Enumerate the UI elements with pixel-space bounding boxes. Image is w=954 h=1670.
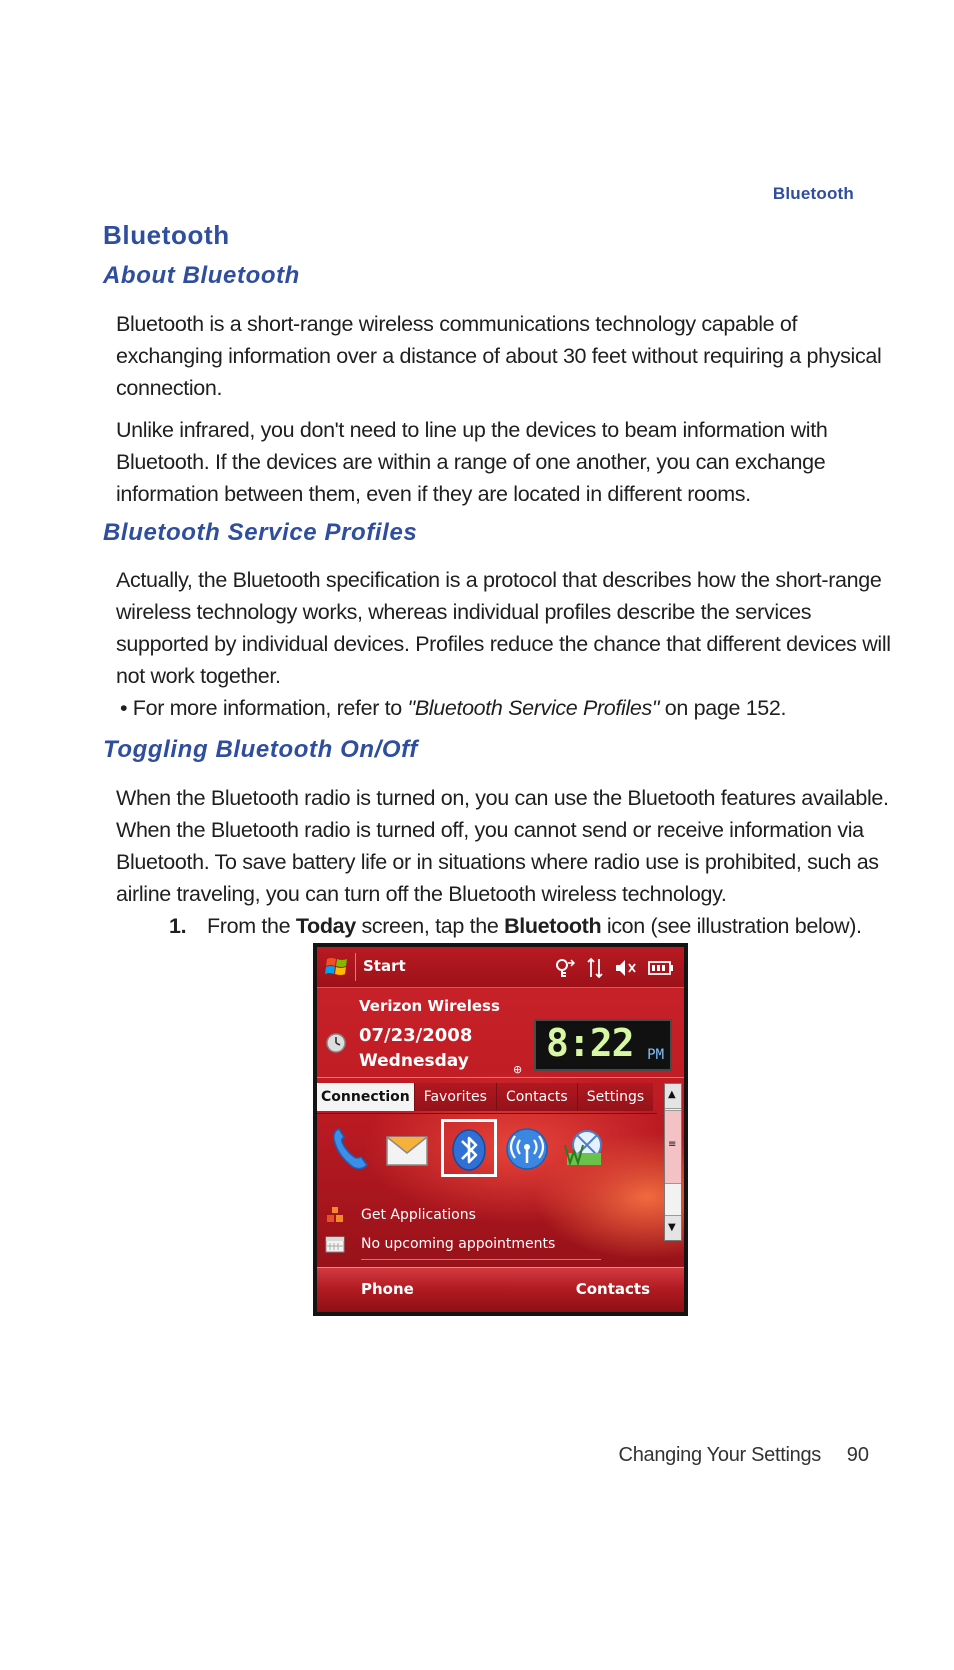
start-separator [355, 953, 356, 981]
list-item-get-applications[interactable] [325, 1203, 476, 1227]
scroll-up-button[interactable] [665, 1084, 681, 1109]
signal-arrows-icon[interactable] [586, 957, 604, 979]
bullet-prefix: • For more information, refer to [120, 696, 408, 720]
connection-icons [317, 1119, 657, 1181]
clock-icon [325, 1032, 347, 1054]
softkey-phone[interactable]: Phone [361, 1280, 414, 1298]
get-applications-label: Get Applications [361, 1207, 476, 1223]
list-item-appointments[interactable] [325, 1232, 555, 1256]
messaging-icon[interactable] [381, 1123, 433, 1175]
date-text[interactable]: 07/23/2008 [359, 1025, 473, 1046]
scroll-thumb[interactable] [665, 1110, 681, 1184]
bluetooth-icon[interactable] [443, 1123, 495, 1175]
battery-icon[interactable] [648, 959, 674, 977]
step-number: 1. [169, 914, 187, 938]
speaker-muted-icon[interactable] [614, 957, 638, 979]
toggling-paragraph: When the Bluetooth radio is turned on, you can use the Bluetooth features available. When the Bluetooth radio is turned off, you cannot send or receive information via Bluetooth. To save battery life or in situations where radio use is prohibited, such as airline traveling, you can turn off the Bluetooth wireless technology. [116, 786, 889, 906]
bullet-reference-link[interactable]: "Bluetooth Service Profiles" [407, 696, 660, 720]
tab-favorites[interactable]: Favorites [414, 1083, 496, 1111]
step-text-e: icon (see illustration below). [601, 914, 862, 938]
windows-flag-icon[interactable] [325, 955, 349, 979]
tab-settings[interactable]: Settings [577, 1083, 653, 1111]
grip-icon: ≡ [668, 1139, 677, 1150]
tab-bar [317, 1083, 653, 1113]
heading-toggling: Toggling Bluetooth On/Off [103, 736, 418, 763]
connectivity-icon[interactable] [554, 957, 576, 979]
about-paragraph-2: Unlike infrared, you don't need to line up the devices to beam information with Bluetooth. If the devices are within a range of one another, you can exchange information between them, even if they are located in different rooms. [116, 418, 828, 506]
today-screen [317, 947, 684, 1312]
phone-icon[interactable] [325, 1123, 377, 1175]
arrow-up-icon: ▲ [668, 1089, 676, 1100]
arrow-down-icon: ▼ [668, 1222, 676, 1233]
tab-underline [317, 1113, 657, 1114]
alarm-indicator-icon: ⊕ [513, 1063, 523, 1076]
divider [317, 1077, 684, 1078]
tab-connection[interactable]: Connection [317, 1083, 414, 1111]
appointments-underline [361, 1259, 601, 1260]
carrier-name[interactable]: Verizon Wireless [359, 997, 500, 1015]
about-paragraph-1: Bluetooth is a short-range wireless communications technology capable of exchanging information over a distance of about 30 feet without requiring a physical connection. [116, 312, 882, 400]
system-tray [554, 957, 674, 979]
lcd-clock[interactable] [534, 1019, 672, 1071]
profiles-bullet [120, 692, 786, 724]
clock-ampm: PM [647, 1047, 664, 1063]
bullet-suffix: on page 152. [659, 696, 787, 720]
page-title: Bluetooth [103, 220, 230, 250]
clock-time: 8:22 [546, 1021, 634, 1065]
calendar-icon [325, 1234, 345, 1254]
profiles-paragraph: Actually, the Bluetooth specification is a protocol that describes how the short-range wireless technology works, whereas individual profiles describe the services supported by individual devices. Profiles reduce the chance that different devices will not work together. [116, 568, 891, 688]
running-head: Bluetooth [772, 184, 854, 203]
footer-section: Changing Your Settings [618, 1444, 821, 1466]
title-bar [317, 947, 684, 988]
softkey-bar [317, 1267, 684, 1312]
heading-about: About Bluetooth [103, 262, 300, 289]
step-1 [169, 910, 862, 942]
heading-profiles: Bluetooth Service Profiles [103, 519, 418, 546]
page-number: 90 [846, 1444, 869, 1466]
phone-screenshot [313, 943, 688, 1316]
step-text-c: screen, tap the [355, 914, 505, 938]
softkey-contacts[interactable]: Contacts [575, 1280, 650, 1298]
appointments-label: No upcoming appointments [361, 1236, 556, 1252]
tab-contacts[interactable]: Contacts [496, 1083, 577, 1111]
start-label[interactable]: Start [363, 957, 406, 975]
applications-icon [325, 1205, 345, 1225]
step-text-today: Today [295, 914, 356, 938]
step-text-bluetooth: Bluetooth [504, 914, 602, 938]
wireless-signal-icon[interactable] [501, 1123, 553, 1175]
scrollbar[interactable] [664, 1083, 682, 1241]
cdma-icon[interactable] [559, 1123, 611, 1175]
day-text: Wednesday [359, 1051, 469, 1071]
scroll-down-button[interactable] [665, 1215, 681, 1240]
step-text-a: From the [207, 914, 296, 938]
